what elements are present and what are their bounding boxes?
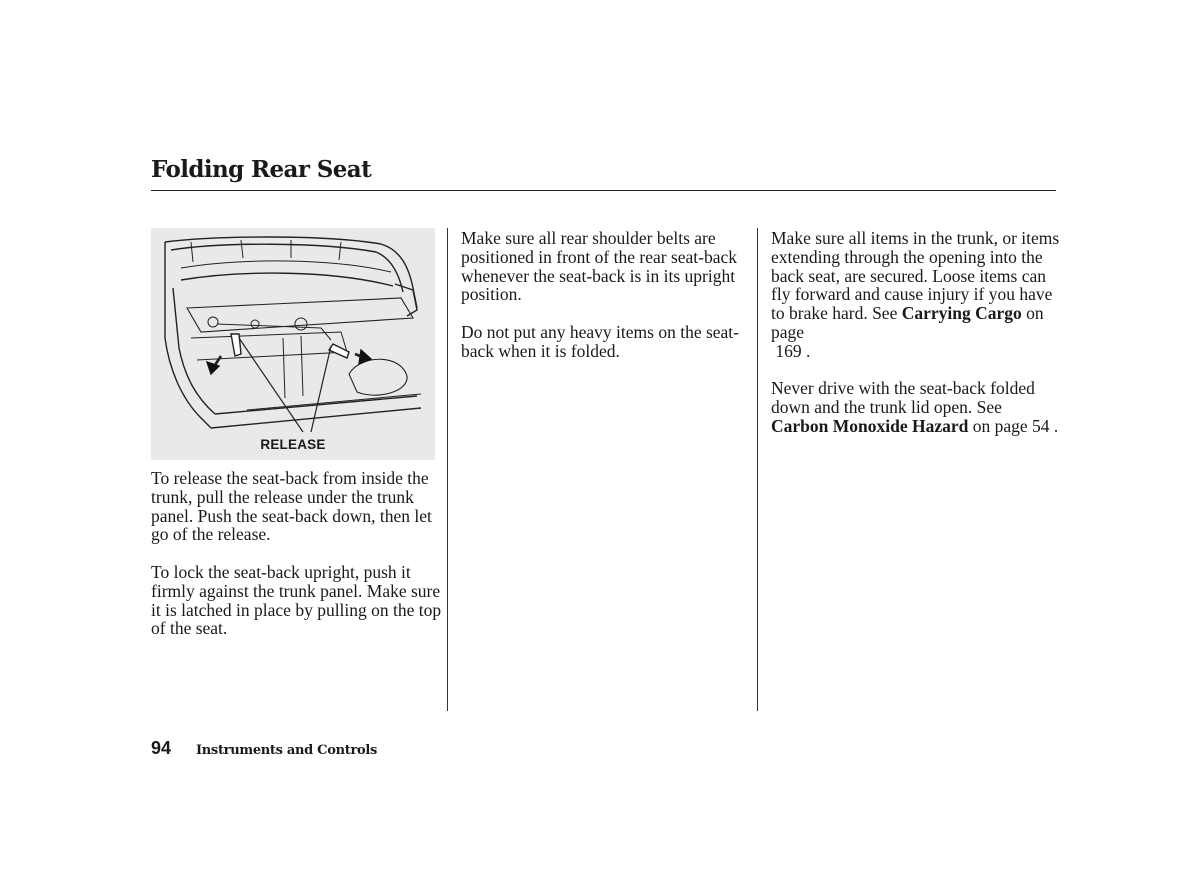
carrying-cargo-page-ref[interactable]: 169 . bbox=[775, 340, 811, 361]
col2-paragraph-2: Do not put any heavy items on the seat-back when it is folded. bbox=[461, 321, 739, 361]
col3-paragraph-1 bbox=[771, 229, 1063, 361]
col1-paragraph-2: To lock the seat-back upright, push it firmly against the trunk panel. Make sure it is latched in place by pulling on the top of the seat. bbox=[151, 561, 442, 639]
col2-paragraph-1: Make sure all rear shoulder belts are positioned in front of the rear seat-back whenever the seat-back is in its upright position. bbox=[461, 228, 738, 305]
carrying-cargo-link[interactable]: Carrying Cargo bbox=[901, 303, 1022, 324]
column-divider-1 bbox=[447, 228, 448, 711]
title-rule bbox=[151, 190, 1056, 191]
col3-paragraph-2 bbox=[771, 379, 1063, 435]
column-divider-2 bbox=[757, 228, 758, 711]
carbon-monoxide-link[interactable]: Carbon Monoxide Hazard bbox=[771, 415, 969, 436]
page-number: 94 bbox=[151, 738, 172, 758]
column-2 bbox=[461, 229, 751, 379]
col3-p1-text: Make sure all items in the trunk, or items extending through the opening into the back seat, are secured. Loose items can fly forward and cause injury if you have to brake hard. See bbox=[771, 228, 1060, 324]
col3-p2-suffix: on page 54 . bbox=[968, 415, 1059, 436]
trunk-release-illustration bbox=[151, 228, 435, 460]
section-name: Instruments and Controls bbox=[196, 743, 378, 758]
page-title: Folding Rear Seat bbox=[151, 156, 372, 183]
release-label: RELEASE bbox=[260, 437, 326, 452]
col3-p1-suffix: on page bbox=[771, 303, 1044, 342]
column-1 bbox=[151, 469, 443, 657]
col1-paragraph-1: To release the seat-back from inside the trunk, pull the release under the trunk panel. Push the seat-back down, then let go of the release. bbox=[151, 468, 432, 545]
col3-p2-text: Never drive with the seat-back folded down and the trunk lid open. See bbox=[771, 378, 1035, 418]
trunk-illustration-svg bbox=[151, 228, 435, 460]
column-3 bbox=[771, 229, 1063, 455]
